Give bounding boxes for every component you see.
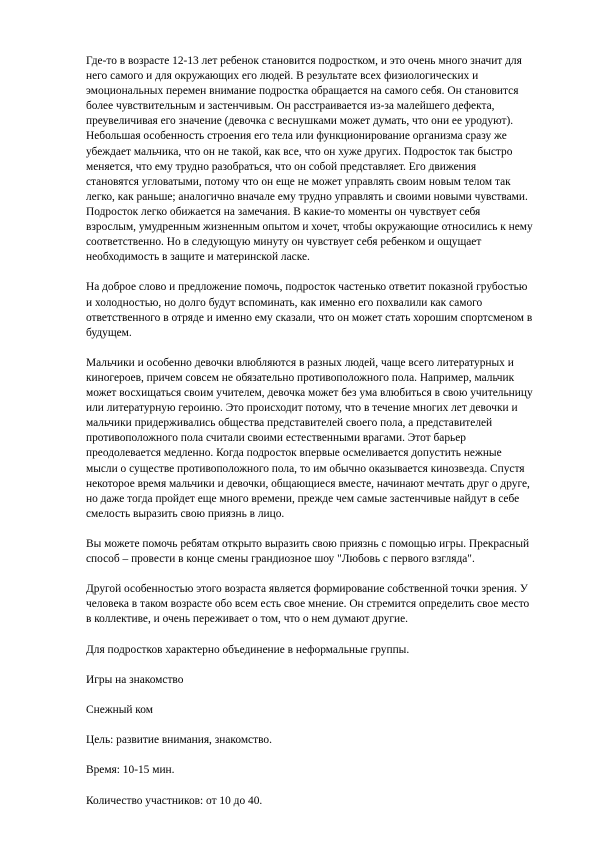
- game-duration: Время: 10-15 мин.: [86, 764, 175, 777]
- paragraph-falling-in-love: Мальчики и особенно девочки влюбляются в разных людей, чаще всего литературных и киногероев, причем совсем не обязательно противоположного пола. Например, мальчик может восхищаться своим учителем, девочка может без ума влюбиться в свою учительницу или литературную героиню. Это происходит потому, что в течение многих лет девочки и мальчики придерживались общества представителей своего пола, а представителей противоположного пола считали своими естественными врагами. Этот барьер преодолевается медленно. Когда подросток впервые осмеливается допустить нежные мысли о существе противоположного пола, то им обычно оказывается кинозвезда. Спустя некоторое время мальчики и девочки, общающиеся вместе, начинают мечтать друг о друге, но даже тогда пройдет еще много времени, прежде чем самые застенчивые найдут в себе смелость выразить свою приязнь в лицо.: [86, 356, 533, 520]
- game-participants: Количество участников: от 10 до 40.: [86, 794, 263, 807]
- document-page: [86, 54, 558, 824]
- paragraph-informal-groups: Для подростков характерно объединение в неформальные группы.: [86, 643, 410, 656]
- paragraph-kind-word: На доброе слово и предложение помочь, подросток частенько ответит показной грубостью и холодностью, но долго будут вспоминать, как именно его похвалили как самого ответственного в отряде и именно ему сказали, что он может стать хорошим спортсменом в будущем.: [86, 281, 533, 339]
- paragraph-adolescence-intro: Где-то в возрасте 12-13 лет ребенок становится подростком, и это очень много значит для него самого и для окружающих его людей. В результате всех физиологических и эмоциональных перемен внимание подростка обращается на самого себя. Он становится более чувствительным и застенчивым. Он расстраивается из-за малейшего дефекта, преувеличивая его значение (девочка с веснушками может думать, что они ее уродуют). Небольшая особенность строения его тела или функционирование организма сразу же убеждает мальчика, что он не такой, как все, что он хуже других. Подросток так быстро меняется, что ему трудно разобраться, что он собой представляет. Его движения становятся угловатыми, потому что он еще не может управлять своим новым телом так легко, как раньше; аналогично вначале ему трудно управлять и своими новыми чувствами. Подросток легко обижается на замечания. В какие-то моменты он чувствует себя взрослым, умудренным жизненным опытом и хочет, чтобы окружающие относились к нему соответственно. Но в следующую минуту он чувствует себя ребенком и ощущает необходимость в защите и материнской ласке.: [86, 55, 533, 264]
- paragraph-own-viewpoint: Другой особенностью этого возраста является формирование собственной точки зрения. У человека в таком возрасте обо всем есть свое мнение. Он стремится определить свое место в коллективе, и очень переживает о том, что о нем думают другие.: [86, 583, 530, 626]
- section-heading-games: Игры на знакомство: [86, 673, 184, 686]
- game-title: Снежный ком: [86, 704, 153, 717]
- game-goal: Цель: развитие внимания, знакомство.: [86, 734, 272, 747]
- paragraph-help-express: Вы можете помочь ребятам открыто выразить свою приязнь с помощью игры. Прекрасный способ – провести в конце смены грандиозное шоу "Любовь с первого взгляда".: [86, 538, 530, 566]
